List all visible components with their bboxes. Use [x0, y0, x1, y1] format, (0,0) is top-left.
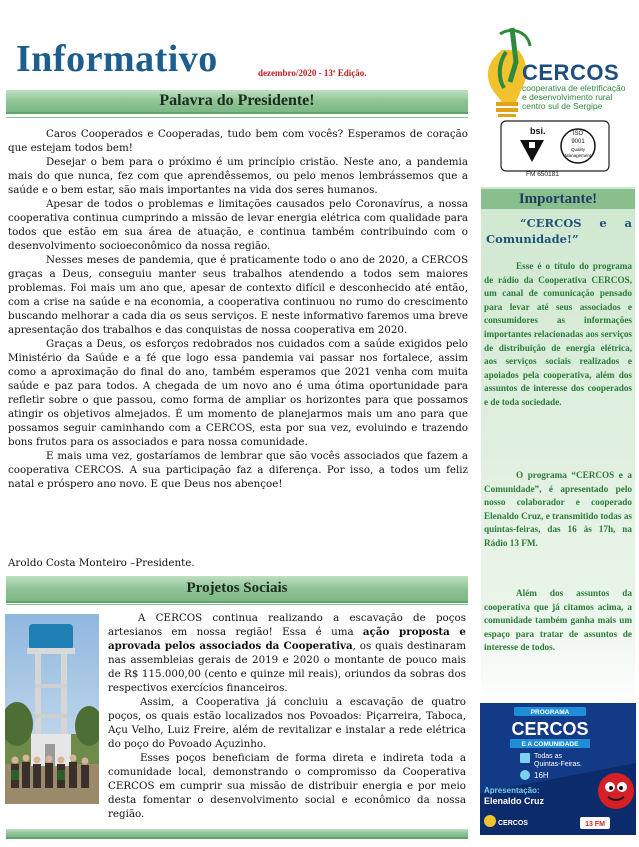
iso-certification-badge-icon [500, 120, 610, 176]
clock-icon [520, 770, 530, 780]
president-paragraph: E mais uma vez, gostaríamos de lembrar que são vocês associados que fazem a cooperativa CERCOS. A sua participação faz a diferença. Por isso, a todos um feliz natal e próspero ano novo. E que Deus nos abençoe! [8, 450, 468, 490]
cert-bsi-text: bsi. [530, 126, 546, 136]
cert-iso-text: ISO [572, 131, 584, 137]
section-divider [6, 117, 468, 118]
ad-presenter-name: Elenaldo Cruz [484, 796, 545, 806]
sidebar-paragraph-2: O programa “CERCOS e a Comunidade”, é apresentado pelo nosso colaborador e cooperado Elenaldo Cruz, e transmitido todas as quintas-feiras, das 16 às 17h, na Rádio 13 FM. [484, 470, 632, 548]
president-paragraph: Nesses meses de pandemia, que é praticamente todo o ano de 2020, a CERCOS graças a Deus, conseguiu manter seus trabalhos atendendo a todos sem maiores problemas. Foi mais um ano que, apesar de contexto difícil e desconhecido até então, com a crise na saúde e na economia, a cooperativa continuou no rumo do crescimento buscando melhorar a cada dia os seus serviços. E neste informativo faremos uma breve apresentação dos trabalhos e das conquistas de nossa cooperativa em 2020. [8, 254, 468, 336]
section-divider [6, 604, 468, 605]
logo-subtitle-3: centro sul de Sergipe [522, 101, 603, 111]
logo-subtitle-2: e desenvolvimento rural [522, 92, 613, 102]
sidebar-paragraph-3: Além dos assuntos da cooperativa que já citamos acima, a comunidade também ganha mais um espaço para tratar de assuntos de interesse de todos. [484, 588, 632, 653]
water-tower-photo [5, 614, 99, 804]
projects-p1-text-b: , os quais destinaram nas assembleias gerais de 2019 e 2020 o montante de pouco mais de R$ 115.000,00 (cento e quinze mil reais), oriundos da sobras dos respectivos exercícios financeiros. [108, 640, 466, 694]
cert-number-text: 9001 [571, 139, 585, 145]
calendar-icon [520, 753, 530, 763]
cert-management-text: Management [564, 153, 592, 158]
president-paragraph: Apesar de todos o problemas e limitações causados pelo Coronavírus, a nossa cooperativa continua cumprindo a missão de levar energia elétrica com qualidade para todos que estão em sua área de atuação, e continua também contribuindo com o desenvolvimento socioeconômico da nossa região. [8, 198, 468, 252]
logo-name: CERCOS [522, 60, 620, 85]
footer-bar [6, 829, 468, 839]
cert-quality-text: Quality [570, 147, 586, 152]
president-signature: Aroldo Costa Monteiro –Presidente. [8, 557, 195, 569]
projects-paragraph-2: Assim, a Cooperativa já concluiu a escavação de quatro poços, os quais estão localizados nos Povoados: Piçarreira, Taboca, Açu Velho, Luiz Freire, além de revitalizar e instalar a rede elétrica do poço do Povoado Açuzinho. [108, 696, 466, 750]
newsletter-title: Informativo [16, 38, 218, 80]
projects-p1-bold: ação proposta e aprovada pelos associados da Cooperativa [108, 626, 466, 652]
sidebar-heading: Importante! [481, 189, 635, 209]
ad-fm-logo: 13 FM [585, 821, 605, 828]
cert-fm-number: FM 650181 [526, 171, 559, 178]
sidebar-quote: “CERCOS e a Comunidade!” [486, 216, 632, 246]
projects-paragraph-3: Esses poços beneficiam de forma direta e indireta toda a comunidade local, demonstrando o compromisso da Cooperativa CERCOS em cumprir sua missão de distribuir energia e por meio desta fomentar o desenvolvimento social e econômico da nossa região. [108, 752, 466, 820]
president-paragraph: Desejar o bem para o próximo é um princípio cristão. Neste ano, a pandemia mais do que nunca, fez com que aprendêssemos, ou pelo menos lembrássemos que a saúde e o bem estar, são mais importantes na vida dos seres humanos. [8, 156, 468, 196]
ad-programa-label: PROGRAMA [530, 709, 570, 716]
projects-article [108, 611, 466, 821]
president-paragraph: Graças a Deus, os esforços redobrados nos cuidados com a saúde exigidos pelo Ministério da Saúde e a fé que logo essa pandemia vai passar nos fortalece, assim como a aproximação do final do ano, também esperamos que 2021 venha com muita saúde e paz para todos. A chegada de um novo ano é uma ótima oportunidade para refletir sobre o que passou, como forma de ampliar os horizontes para que possamos atingir os objetivos almejados. É um momento de planejarmos mais um ano para que possamos seguir caminhando com a CERCOS, esta por sua vez, evoluindo e trazendo bons frutos para os associados e para nossa comunidade. [8, 338, 468, 448]
logo-text [522, 62, 625, 111]
sidebar-paragraph-1: Esse é o título do programa de rádio da Cooperativa CERCOS, um canal de comunicação pensado para levar até seus associados e consumidores as informações importantes relacionadas aos serviços de distribuição de energia elétrica, aos serviços sociais realizados e apoiados pela cooperativa, além dos assuntos de interesse dos cooperados e de toda sociedade. [484, 261, 632, 407]
president-paragraph: Caros Cooperados e Cooperadas, tudo bem com vocês? Esperamos de coração que estejam todos bem! [8, 128, 468, 154]
radio-mascot-icon [598, 773, 634, 809]
president-article [8, 127, 468, 491]
ad-days-1: Todas as [534, 753, 563, 760]
ad-footer-logo: CERCOS [498, 820, 528, 827]
logo-subtitle-1: cooperativa de eletrificação [522, 83, 626, 93]
ad-apresentacao-label: Apresentação: [484, 786, 540, 795]
ad-comunidade-label: E A COMUNIDADE [521, 741, 579, 748]
ad-days-2: Quintas-Feiras. [534, 761, 582, 768]
edition-label: dezembro/2020 - 13ª Edição. [258, 68, 367, 78]
ad-cercos-label: CERCOS [511, 719, 589, 739]
radio-program-ad [480, 703, 636, 835]
president-section-heading: Palavra do Presidente! [6, 90, 468, 114]
projects-p1-text-a: A CERCOS continua realizando a escavação de poços artesianos em nossa região! Essa é uma [108, 612, 466, 638]
cercos-logo-icon [484, 815, 496, 827]
projects-section-heading: Projetos Sociais [6, 576, 468, 603]
ad-time: 16H [534, 771, 549, 780]
projects-paragraph-1 [108, 611, 466, 695]
